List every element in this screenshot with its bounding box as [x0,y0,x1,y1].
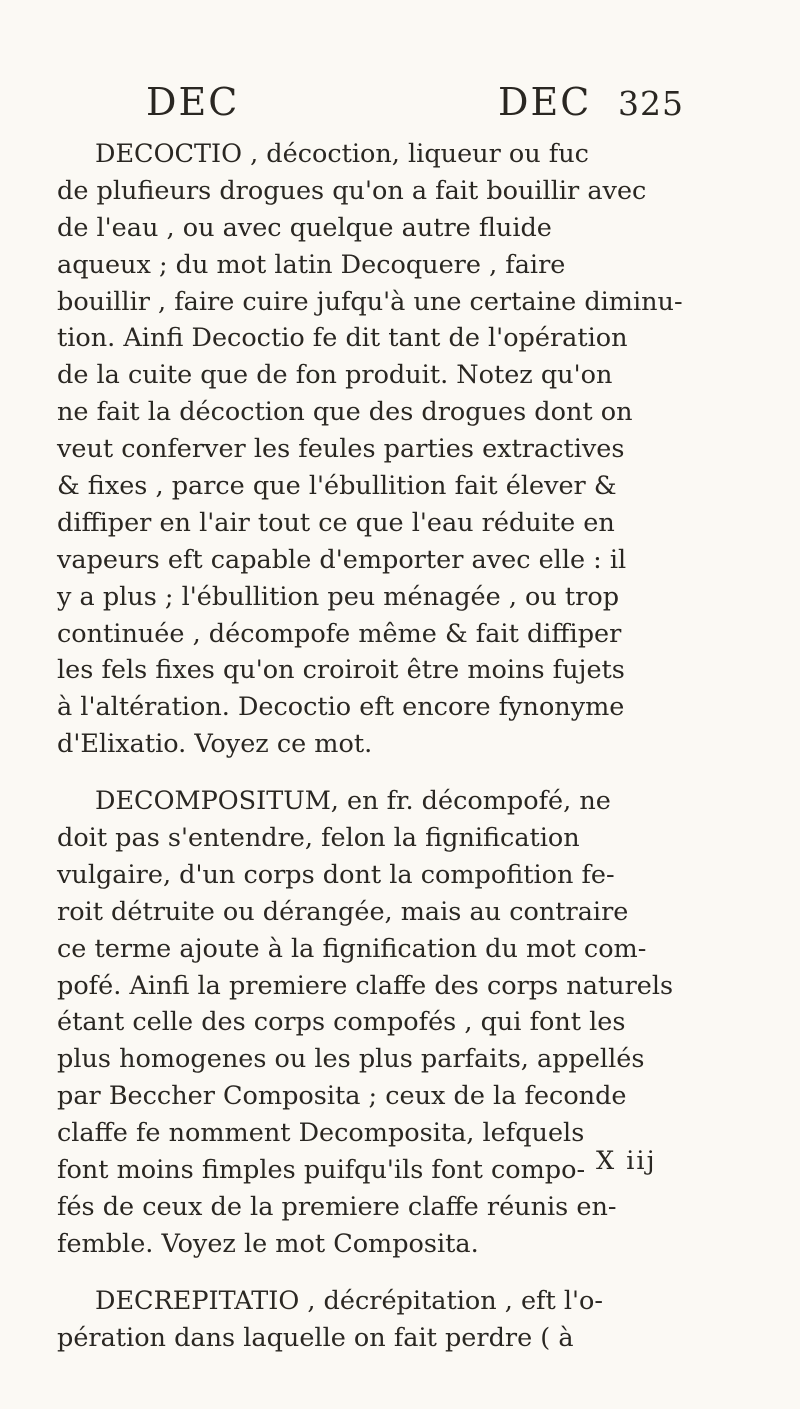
text-line: diffiper en l'air tout ce que l'eau réduite en [57,507,615,538]
text-line: vapeurs eft capable d'emporter avec elle : il [57,544,627,575]
entry-decompositum [57,783,746,1263]
text-line: y a plus ; l'ébullition peu ménagée , ou trop [57,581,620,612]
text-line: d'Elixatio. Voyez ce mot. [57,729,373,760]
running-head [146,80,684,128]
text-line: & fixes , parce que l'ébullition fait élever & [57,471,617,502]
text-line: doit pas s'entendre, felon la fignification [57,823,580,854]
entry-decrepitatio [57,1283,746,1357]
text-line: veut conferver les feules parties extractives [57,434,625,465]
text-line: DECOMPOSITUM, en fr. décompofé, ne [95,786,611,817]
text-line: DECOCTIO , décoction, liqueur ou fuc [95,139,589,169]
text-line: pération dans laquelle on fait perdre ( à [57,1322,574,1353]
text-line: étant celle des corps compofés , qui font les [57,1007,626,1038]
text-line: de plufieurs drogues qu'on a fait bouillir avec [57,175,647,206]
text-line: ce terme ajoute à la fignification du mot com- [57,933,647,964]
text-line: de la cuite que de fon produit. Notez qu'on [57,360,613,391]
signature-mark: X iij [596,1146,657,1176]
text-line: par Beccher Composita ; ceux de la feconde [57,1081,627,1112]
paragraph-gap [57,1263,746,1283]
text-line: fés de ceux de la premiere claffe réunis en- [57,1191,617,1222]
entry-decoctio [57,136,746,763]
text-line: les fels fixes qu'on croiroit être moins fujets [57,655,625,686]
text-line: plus homogenes ou les plus parfaits, appellés [57,1044,645,1075]
text-line: de l'eau , ou avec quelque autre fluide [57,212,552,243]
text-line: ne fait la décoction que des drogues dont on [57,397,633,428]
text-line: claffe fe nomment Decomposita, lefquels [57,1118,585,1149]
text-line: aqueux ; du mot latin Decoquere , faire [57,249,566,280]
text-line: tion. Ainfi Decoctio fe dit tant de l'opération [57,323,628,354]
running-head-right: DEC [498,80,592,124]
page-number: 325 [618,84,684,123]
text-line: roit détruite ou dérangée, mais au contraire [57,896,629,927]
text-line: vulgaire, d'un corps dont la compofition fe- [57,859,615,890]
text-line: continuée , décompofe même & fait diffiper [57,618,622,649]
text-line: à l'altération. Decoctio eft encore fynonyme [57,692,625,723]
paragraph-gap [57,763,746,783]
running-head-left: DEC [146,80,240,124]
text-line: bouillir , faire cuire jufqu'à une certaine diminu- [57,286,683,317]
text-line: DECREPITATIO , décrépitation , eft l'o- [95,1285,603,1316]
text-line: pofé. Ainfi la premiere claffe des corps naturels [57,970,674,1001]
text-line: femble. Voyez le mot Composita. [57,1228,479,1259]
text-line: font moins fimples puifqu'ils font compo- [57,1155,586,1186]
